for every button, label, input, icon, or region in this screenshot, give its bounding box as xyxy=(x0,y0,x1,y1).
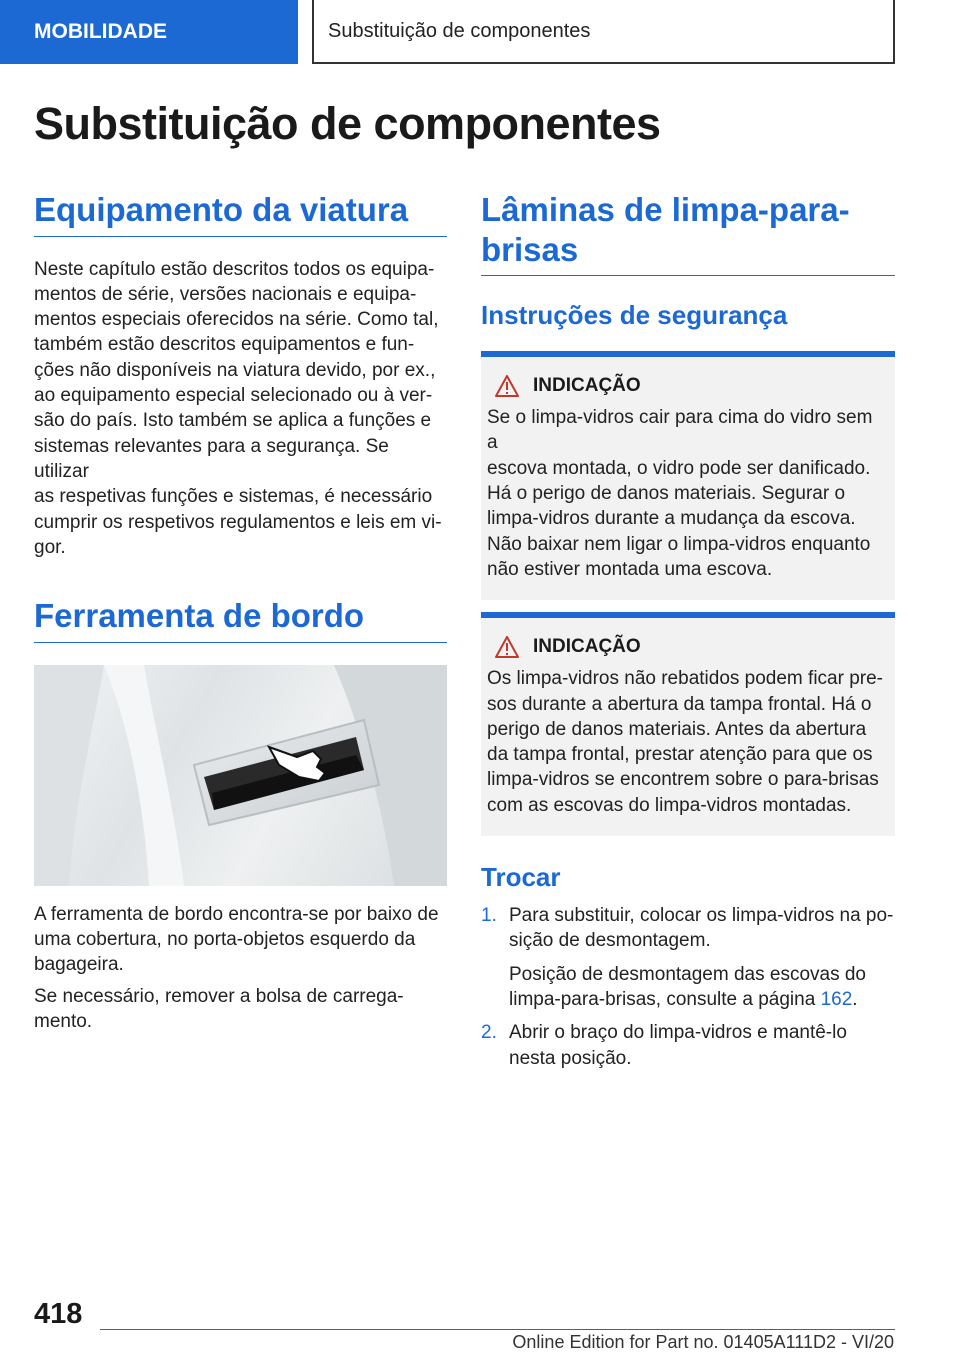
replace-heading: Trocar xyxy=(481,862,561,893)
text-line: mentos de série, versões nacionais e equipa‐ xyxy=(34,283,417,305)
edition-note: Online Edition for Part no. 01405A111D2 - VI/20 xyxy=(512,1332,894,1352)
notice-title: INDICAÇÃO xyxy=(533,375,641,397)
section-tab[interactable] xyxy=(0,0,298,64)
trunk-compartment-illustration xyxy=(34,665,447,886)
text-punct: . xyxy=(852,988,858,1010)
step-note xyxy=(509,962,893,1013)
text-line: ções não disponíveis na viatura devido, por ex., xyxy=(34,359,436,381)
right-column xyxy=(481,190,895,1079)
step-number: 1. xyxy=(481,905,497,927)
text-line: Para substituir, colocar os limpa-vidros na po‐ xyxy=(509,905,894,927)
text-line: Há o perigo de danos materiais. Segurar o xyxy=(487,483,846,505)
text-line: Neste capítulo estão descritos todos os equipa‐ xyxy=(34,258,435,280)
tool-paragraph-1 xyxy=(34,902,447,978)
text-line: são do país. Isto também se aplica a funções e xyxy=(34,410,432,432)
text-line: A ferramenta de bordo encontra-se por baixo de xyxy=(34,903,439,925)
text-line: escova montada, o vidro pode ser danificado. xyxy=(487,457,871,479)
text-line: sos durante a abertura da tampa frontal. Há o xyxy=(487,693,872,715)
text-line: com as escovas do limpa-vidros montadas. xyxy=(487,794,852,816)
tool-paragraph-2 xyxy=(34,984,447,1035)
text-line: Abrir o braço do limpa-vidros e mantê-lo xyxy=(509,1022,847,1044)
text-line: ao equipamento especial selecionado ou à ver‐ xyxy=(34,385,433,407)
text-line: mento. xyxy=(34,1010,93,1032)
text-line: perigo de danos materiais. Antes da abertura xyxy=(487,718,867,740)
step-item xyxy=(481,903,895,1012)
text-line: Os limpa-vidros não rebatidos podem ficar pre‐ xyxy=(487,668,884,690)
heading-line: Lâminas de limpa-para- xyxy=(481,191,850,228)
text-line: bagageira. xyxy=(34,954,124,976)
tool-heading: Ferramenta de bordo xyxy=(34,596,447,643)
chapter-header xyxy=(312,0,895,64)
warning-triangle-icon xyxy=(495,636,519,658)
left-column xyxy=(34,190,447,1034)
text-line: Se necessário, remover a bolsa de carrega‐ xyxy=(34,985,404,1007)
text-line: mentos especiais oferecidos na série. Como tal, xyxy=(34,309,439,331)
step-number: 2. xyxy=(481,1022,497,1044)
text-line: Se o limpa-vidros cair para cima do vidro sem a xyxy=(487,407,873,454)
page-title: Substituição de componentes xyxy=(34,98,661,149)
tool-location-photo xyxy=(34,665,447,886)
step-content xyxy=(509,1020,847,1071)
page-reference-link[interactable]: 162 xyxy=(820,988,853,1010)
notice-header xyxy=(487,375,887,397)
heading-line: brisas xyxy=(481,230,579,268)
notice-text xyxy=(487,405,887,582)
safety-heading: Instruções de segurança xyxy=(481,300,788,331)
notice-box xyxy=(481,612,895,836)
text-line: gor. xyxy=(34,536,66,558)
chapter-label: Substituição de componentes xyxy=(328,19,591,42)
section-label: MOBILIDADE xyxy=(34,20,167,43)
text-line: limpa-vidros durante a mudança da escova. xyxy=(487,508,856,530)
text-line: cumprir os respetivos regulamentos e leis em vi‐ xyxy=(34,511,442,533)
text-line: uma cobertura, no porta-objetos esquerdo da xyxy=(34,929,416,951)
text-line: limpa-vidros se encontrem sobre o para-brisas xyxy=(487,769,879,791)
text-line: Não baixar nem ligar o limpa-vidros enquanto xyxy=(487,533,871,555)
text-line: sistemas relevantes para a segurança. Se utilizar xyxy=(34,435,389,482)
text-line: as respetivas funções e sistemas, é necessário xyxy=(34,486,433,508)
warning-triangle-icon xyxy=(495,375,519,397)
text-line: sição de desmontagem. xyxy=(509,930,711,952)
notice-title: INDICAÇÃO xyxy=(533,636,641,658)
text-line: também estão descritos equipamentos e fun‐ xyxy=(34,334,415,356)
text-line: Posição de desmontagem das escovas do xyxy=(509,963,866,985)
text-line: da tampa frontal, prestar atenção para que os xyxy=(487,744,873,766)
page-number: 418 xyxy=(34,1298,83,1330)
notice-box xyxy=(481,351,895,600)
step-content xyxy=(509,903,893,1012)
step-item xyxy=(481,1020,895,1071)
footer-divider xyxy=(100,1329,895,1330)
notice-header xyxy=(487,636,887,658)
equipment-heading: Equipamento da viatura xyxy=(34,190,447,237)
text-line: nesta posição. xyxy=(509,1047,632,1069)
text-line: limpa-para-brisas, consulte a página xyxy=(509,988,821,1010)
text-line: não estiver montada uma escova. xyxy=(487,558,773,580)
notice-text xyxy=(487,666,887,818)
wiper-blades-heading xyxy=(481,190,895,276)
replace-steps xyxy=(481,903,895,1071)
equipment-paragraph xyxy=(34,257,447,561)
